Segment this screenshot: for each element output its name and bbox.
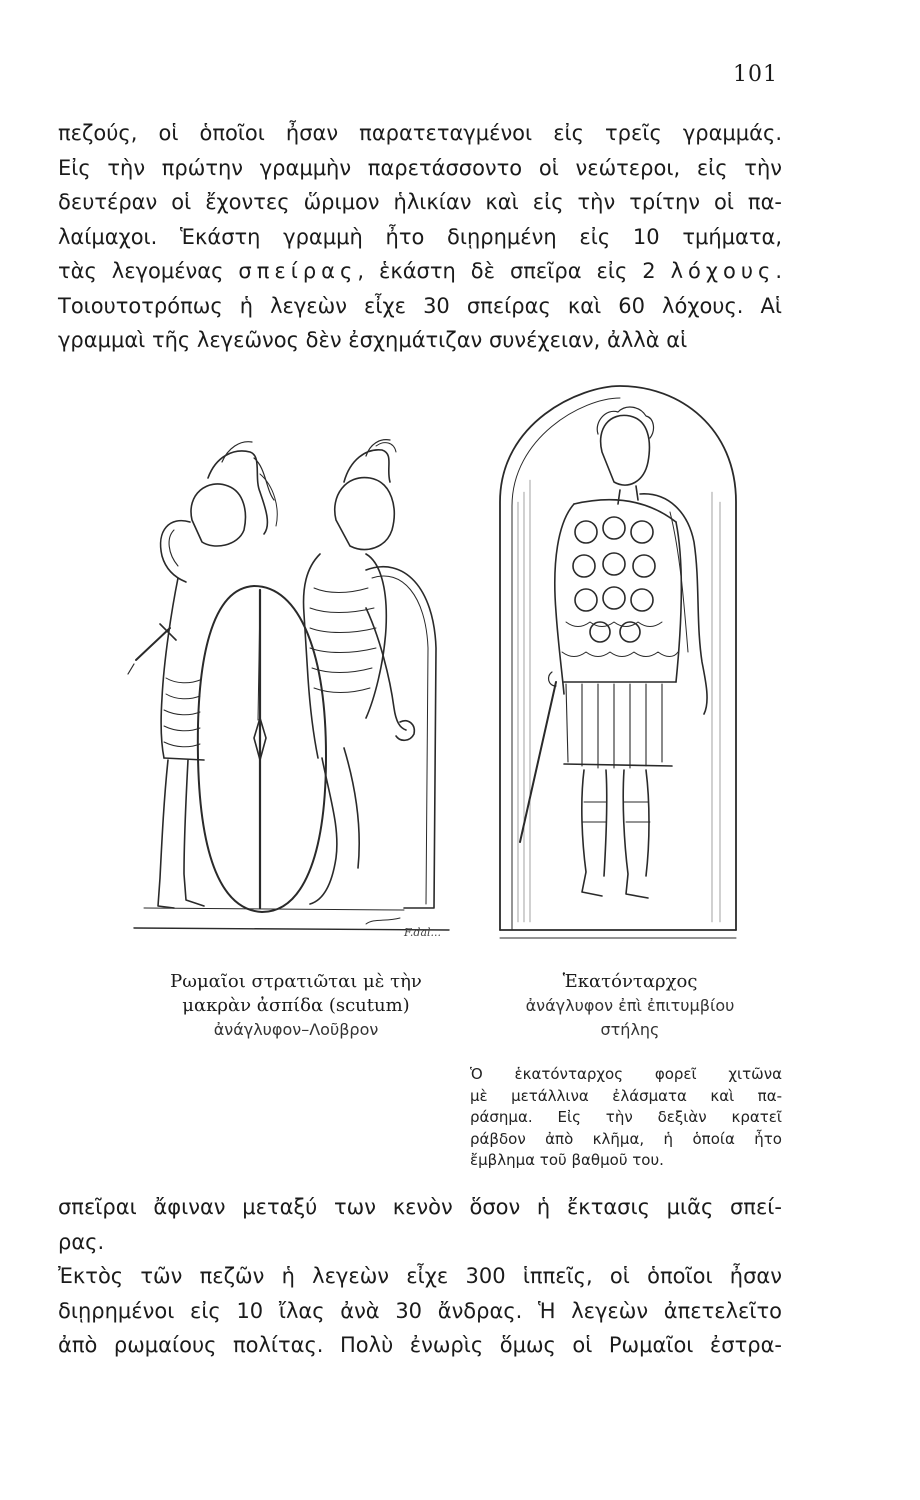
caption-subtitle: ἀνάγλυφον ἐπὶ ἐπιτυμβίου [525,996,735,1015]
page-number: 101 [733,62,778,87]
text-line: ἀπὸ ρωμαίους πολίτας. Πολὺ ἐνωρὶς ὅμως οἱ Ρωμαῖοι ἐστρα- [58,1333,782,1357]
text-line: διῃρημένοι εἰς 10 ἴλας ἀνὰ 30 ἄνδρας. Ἡ λεγεὼν ἀπετελεῖτο [58,1298,782,1323]
right-figure-caption [478,970,782,1042]
note-line: ράσημα. Εἰς τὴν δεξιὰν κρατεῖ [470,1108,782,1126]
text-line: σπεῖραι ἄφιναν μεταξύ των κενὸν ὅσον ἡ ἔκτασις μιᾶς σπεί- [58,1195,782,1219]
spaced-term-speiras: σπείρας [238,259,358,283]
centurion-illustration [490,382,745,944]
text-line: ρας. [58,1229,105,1254]
caption-subtitle: στήλης [600,1020,660,1039]
left-figure-caption [116,970,476,1042]
caption-subtitle: μακρὰν ἀσπίδα (scutum) [182,995,410,1016]
text-line: γραμμαὶ τῆς λεγεῶνος δὲν ἐσχημάτιζαν συνέχειαν, ἀλλὰ αἱ [58,328,688,352]
note-line: Ὁ ἑκατόνταρχος φορεῖ χιτῶνα [470,1065,782,1083]
text-line: Εἰς τὴν πρώτην γραμμὴν παρετάσσοντο οἱ νεώτεροι, εἰς τὴν [58,155,782,180]
note-line: μὲ μετάλλινα ἐλάσματα καὶ πα- [470,1086,782,1105]
bottom-paragraph [58,1190,782,1363]
spaced-term-lochous: λόχους [670,259,776,283]
text-line: Ἐκτὸς τῶν πεζῶν ἡ λεγεὼν εἶχε 300 ἱππεῖς, οἱ ὁποῖοι ἦσαν [58,1264,782,1288]
roman-soldiers-illustration [104,438,462,948]
text-fragment: τὰς λεγομένας [58,259,239,283]
caption-source: ἀνάγλυφον–Λοῦβρον [213,1020,379,1039]
note-line: ἔμβλημα τοῦ βαθμοῦ του. [470,1151,664,1169]
text-line [58,254,782,289]
artist-signature: F.dal... [404,926,442,939]
text-line: δευτέραν οἱ ἔχοντες ὥριμον ἡλικίαν καὶ εἰς τὴν τρίτην οἱ πα- [58,190,782,214]
caption-title: Ρωμαῖοι στρατιῶται μὲ τὴν [170,971,422,992]
caption-title: Ἑκατόνταρχος [562,971,698,992]
centurion-note [470,1064,782,1172]
note-line: ράβδον ἀπὸ κλῆμα, ἡ ὁποία ἦτο [470,1129,782,1148]
text-line: Τοιουτοτρόπως ἡ λεγεὼν εἶχε 30 σπείρας καὶ 60 λόχους. Αἱ [58,293,782,318]
text-fragment: , ἑκάστη δὲ σπεῖρα εἰς 2 [357,259,671,283]
text-line: λαίμαχοι. Ἑκάστη γραμμὴ ἦτο διῃρημένη εἰς 10 τμήματα, [58,224,782,249]
top-paragraph [58,116,782,358]
text-line: πεζούς, οἱ ὁποῖοι ἦσαν παρατεταγμένοι εἰς τρεῖς γραμμάς. [58,121,782,145]
text-fragment: . [775,259,783,283]
